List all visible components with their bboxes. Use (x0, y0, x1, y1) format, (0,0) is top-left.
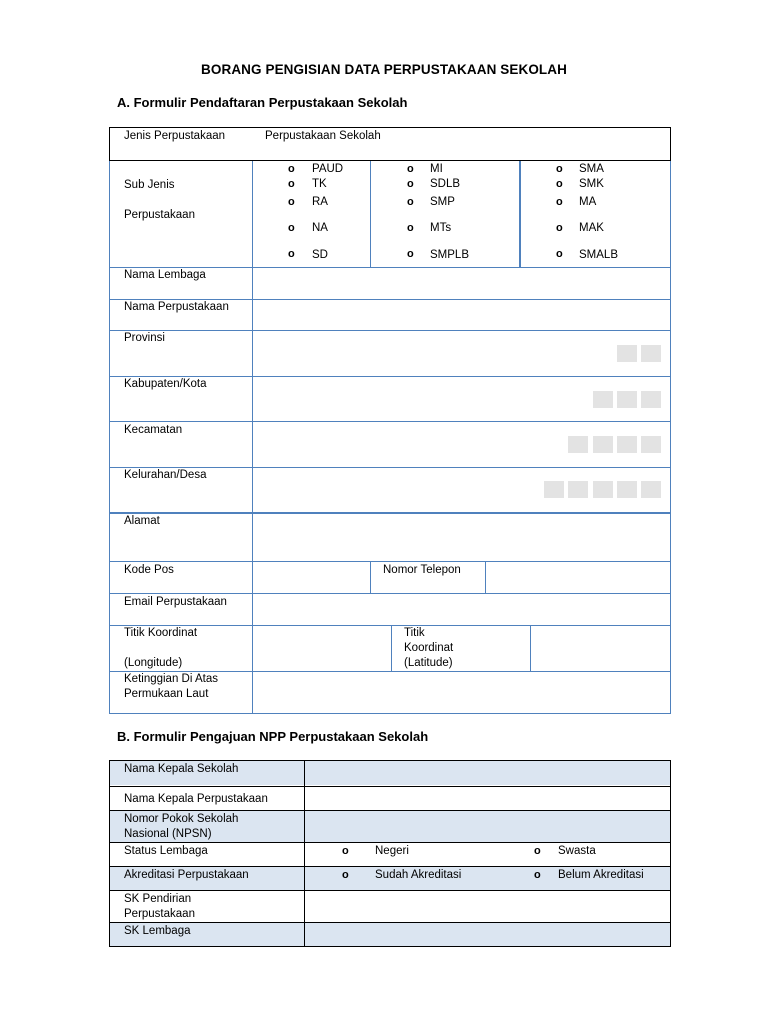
kode-pos-field[interactable] (253, 562, 370, 593)
radio-bullet-icon: o (288, 163, 295, 175)
latitude-field[interactable] (531, 626, 670, 671)
ketinggian-label-2: Permukaan Laut (124, 688, 209, 700)
provinsi-label: Provinsi (124, 332, 165, 344)
nama-perpustakaan-label: Nama Perpustakaan (124, 301, 229, 313)
option-label: SMK (579, 178, 604, 190)
jenis-perpustakaan-value: Perpustakaan Sekolah (265, 130, 381, 142)
radio-bullet-icon: o (534, 869, 541, 881)
form-title: BORANG PENGISIAN DATA PERPUSTAKAAN SEKOLAH (201, 62, 567, 77)
option-label: Negeri (375, 845, 409, 857)
kecamatan-code-box[interactable] (593, 436, 613, 453)
option-label: Belum Akreditasi (558, 869, 644, 881)
kelurahan-code-box[interactable] (617, 481, 637, 498)
radio-bullet-icon: o (556, 222, 563, 234)
option-label: PAUD (312, 163, 344, 175)
nama-lembaga-field[interactable] (253, 268, 670, 299)
kabupaten-kota-label: Kabupaten/Kota (124, 378, 207, 390)
sub-jenis-label-2: Perpustakaan (124, 209, 195, 221)
section-b-heading: B. Formulir Pengajuan NPP Perpustakaan Sekolah (117, 729, 429, 744)
kabupaten-code-box[interactable] (617, 391, 637, 408)
option-label: MA (579, 196, 597, 208)
kode-pos-label: Kode Pos (124, 564, 174, 576)
radio-bullet-icon: o (288, 248, 295, 260)
radio-bullet-icon: o (556, 163, 563, 175)
sk-pendirian-field[interactable] (305, 891, 670, 922)
status-lembaga-label: Status Lembaga (124, 845, 208, 857)
kabupaten-code-box[interactable] (593, 391, 613, 408)
kabupaten-code-box[interactable] (641, 391, 661, 408)
ketinggian-label: Ketinggian Di Atas (124, 673, 218, 685)
latitude-label-2: Koordinat (404, 642, 454, 654)
radio-bullet-icon: o (342, 845, 349, 857)
radio-bullet-icon: o (288, 222, 295, 234)
radio-bullet-icon: o (288, 178, 295, 190)
latitude-label-unit: (Latitude) (404, 657, 453, 669)
longitude-label: Titik Koordinat (124, 627, 198, 639)
sk-lembaga-label: SK Lembaga (124, 925, 191, 937)
provinsi-code-box[interactable] (617, 345, 637, 362)
option-label: SD (312, 249, 328, 261)
radio-bullet-icon: o (534, 845, 541, 857)
nama-lembaga-label: Nama Lembaga (124, 269, 206, 281)
npsn-label-2: Nasional (NPSN) (124, 828, 212, 840)
provinsi-field[interactable] (253, 331, 670, 376)
kelurahan-code-box[interactable] (544, 481, 564, 498)
ketinggian-field[interactable] (253, 672, 670, 713)
kelurahan-desa-label: Kelurahan/Desa (124, 469, 207, 481)
akreditasi-label: Akreditasi Perpustakaan (124, 869, 249, 881)
nama-kepala-sekolah-field[interactable] (305, 761, 670, 786)
sk-pendirian-label-2: Perpustakaan (124, 908, 195, 920)
jenis-perpustakaan-label: Jenis Perpustakaan (124, 130, 226, 142)
option-label: RA (312, 196, 328, 208)
radio-bullet-icon: o (556, 196, 563, 208)
longitude-label-unit: (Longitude) (124, 657, 183, 669)
radio-bullet-icon: o (407, 178, 414, 190)
option-label: SDLB (430, 178, 461, 190)
latitude-label: Titik (404, 627, 425, 639)
radio-bullet-icon: o (342, 869, 349, 881)
option-label: Sudah Akreditasi (375, 869, 462, 881)
sk-lembaga-field[interactable] (305, 923, 670, 946)
alamat-field[interactable] (253, 514, 670, 561)
option-label: MAK (579, 222, 604, 234)
nomor-telepon-label: Nomor Telepon (383, 564, 461, 576)
kelurahan-code-box[interactable] (593, 481, 613, 498)
radio-bullet-icon: o (407, 163, 414, 175)
radio-bullet-icon: o (556, 248, 563, 260)
sub-jenis-label: Sub Jenis (124, 179, 175, 191)
longitude-field[interactable] (253, 626, 391, 671)
radio-bullet-icon: o (556, 178, 563, 190)
radio-bullet-icon: o (407, 248, 414, 260)
kecamatan-code-box[interactable] (568, 436, 588, 453)
kecamatan-code-box[interactable] (641, 436, 661, 453)
option-label: SMPLB (430, 249, 469, 261)
option-label: SMP (430, 196, 455, 208)
option-label: TK (312, 178, 327, 190)
section-a-heading: A. Formulir Pendaftaran Perpustakaan Sekolah (117, 95, 408, 110)
option-label: NA (312, 222, 328, 234)
nama-perpustakaan-field[interactable] (253, 300, 670, 330)
kecamatan-code-box[interactable] (617, 436, 637, 453)
npsn-label: Nomor Pokok Sekolah (124, 813, 239, 825)
provinsi-code-box[interactable] (641, 345, 661, 362)
nama-kepala-sekolah-label: Nama Kepala Sekolah (124, 763, 239, 775)
option-label: Swasta (558, 845, 596, 857)
option-label: SMALB (579, 249, 618, 261)
kelurahan-code-box[interactable] (568, 481, 588, 498)
nama-kepala-perpustakaan-label: Nama Kepala Perpustakaan (124, 793, 268, 805)
sk-pendirian-label: SK Pendirian (124, 893, 192, 905)
radio-bullet-icon: o (407, 196, 414, 208)
alamat-label: Alamat (124, 515, 160, 527)
radio-bullet-icon: o (407, 222, 414, 234)
radio-bullet-icon: o (288, 196, 295, 208)
kecamatan-label: Kecamatan (124, 424, 183, 436)
option-label: MTs (430, 222, 452, 234)
option-label: MI (430, 163, 443, 175)
nomor-telepon-field[interactable] (486, 562, 670, 593)
npsn-field[interactable] (305, 811, 670, 842)
option-label: SMA (579, 163, 604, 175)
email-perpustakaan-label: Email Perpustakaan (124, 596, 227, 608)
kelurahan-code-box[interactable] (641, 481, 661, 498)
email-perpustakaan-field[interactable] (253, 594, 670, 625)
nama-kepala-perpustakaan-field[interactable] (305, 787, 670, 810)
